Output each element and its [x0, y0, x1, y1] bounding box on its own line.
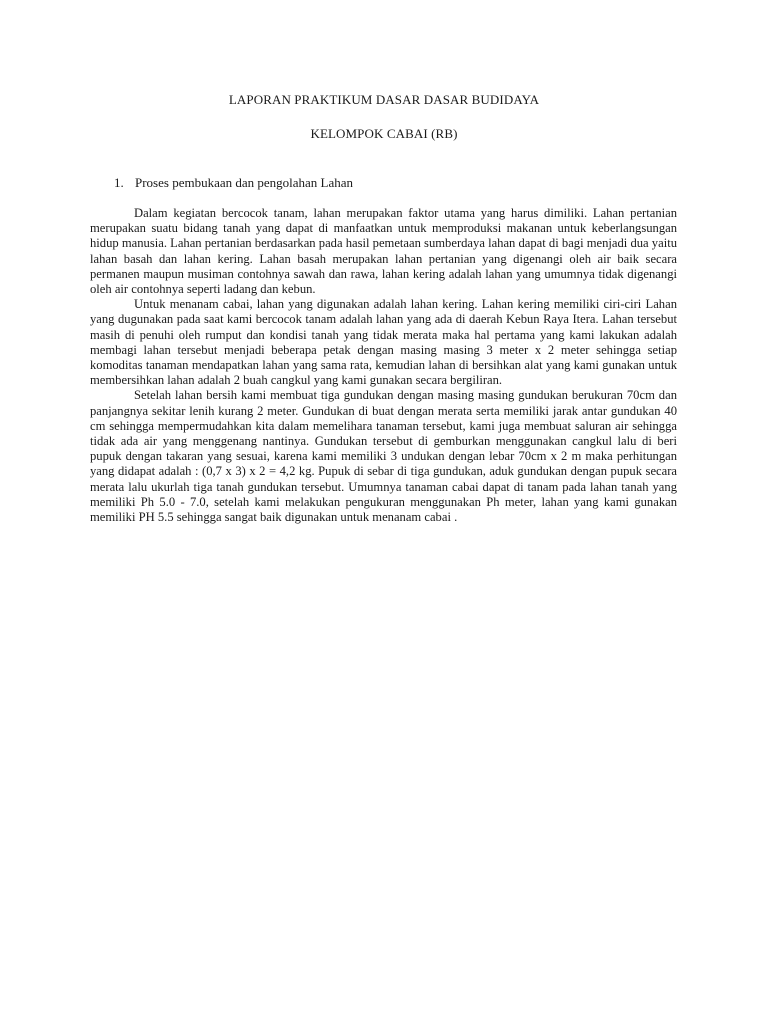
section-number: 1.: [114, 175, 124, 190]
paragraph-1: Dalam kegiatan bercocok tanam, lahan merupakan faktor utama yang harus dimiliki. Lahan pertanian merupakan suatu bidang tanah yang dapat di manfaatkan untuk memproduksi makanan untuk keberlangsungan hidup manusia. Lahan pertanian berdasarkan pada hasil pemetaan sumberdaya lahan dapat di bagi menjadi dua yaitu lahan basah dan lahan kering. Lahan basah merupakan lahan pertanian yang digenangi oleh air baik secara permanen maupun musiman contohnya sawah dan rawa, lahan kering adalah lahan yang umumnya tidak digenangi oleh air contohnya seperti ladang dan kebun.: [90, 206, 677, 297]
paragraph-3: Setelah lahan bersih kami membuat tiga gundukan dengan masing masing gundukan berukuran 70cm dan panjangnya sekitar lenih kurang 2 meter. Gundukan di buat dengan merata serta memiliki jarak antar gundukan 40 cm sehingga mempermudahkan kita dalam memelihara tanaman tersebut, kami juga membuat saluran air sehingga tidak ada air yang menggenang nantinya. Gundukan tersebut di gemburkan menggunakan cangkul lalu di beri pupuk dengan takaran yang sesuai, karena kami memiliki 3 undukan dengan lebar 70cm x 2 m maka perhitungan yang didapat adalah : (0,7 x 3) x 2 = 4,2 kg. Pupuk di sebar di tiga gundukan, aduk gundukan dengan pupuk secara merata lalu ukurlah tiga tanah gundukan tersebut. Umumnya tanaman cabai dapat di tanam pada lahan tanah yang memiliki Ph 5.0 - 7.0, setelah kami melakukan pengukuran menggunakan Ph meter, lahan yang kami gunakan memiliki PH 5.5 sehingga sangat baik digunakan untuk menanam cabai .: [90, 388, 677, 525]
body-text: [90, 206, 677, 525]
paragraph-2: Untuk menanam cabai, lahan yang digunakan adalah lahan kering. Lahan kering memiliki ciri-ciri Lahan yang dugunakan pada saat kami bercocok tanam adalah lahan yang ada di daerah Kebun Raya Itera. Lahan tersebut masih di penuhi oleh rumput dan kondisi tanah yang tidak merata maka hal pertama yang kami lakukan adalah membagi lahan tersebut menjadi beberapa petak dengan masing masing 3 meter x 2 meter sehingga setiap komoditas tanaman mendapatkan lahan yang sama rata, kemudian lahan di bersihkan alat yang kami gunakan untuk membersihkan lahan adalah 2 buah cangkul yang kami gunakan secara bergiliran.: [90, 297, 677, 388]
section-heading-text: Proses pembukaan dan pengolahan Lahan: [135, 175, 354, 190]
document-title: LAPORAN PRAKTIKUM DASAR DASAR BUDIDAYA: [228, 92, 540, 107]
section-heading: [114, 175, 353, 191]
document-subtitle: KELOMPOK CABAI (RB): [310, 126, 458, 141]
